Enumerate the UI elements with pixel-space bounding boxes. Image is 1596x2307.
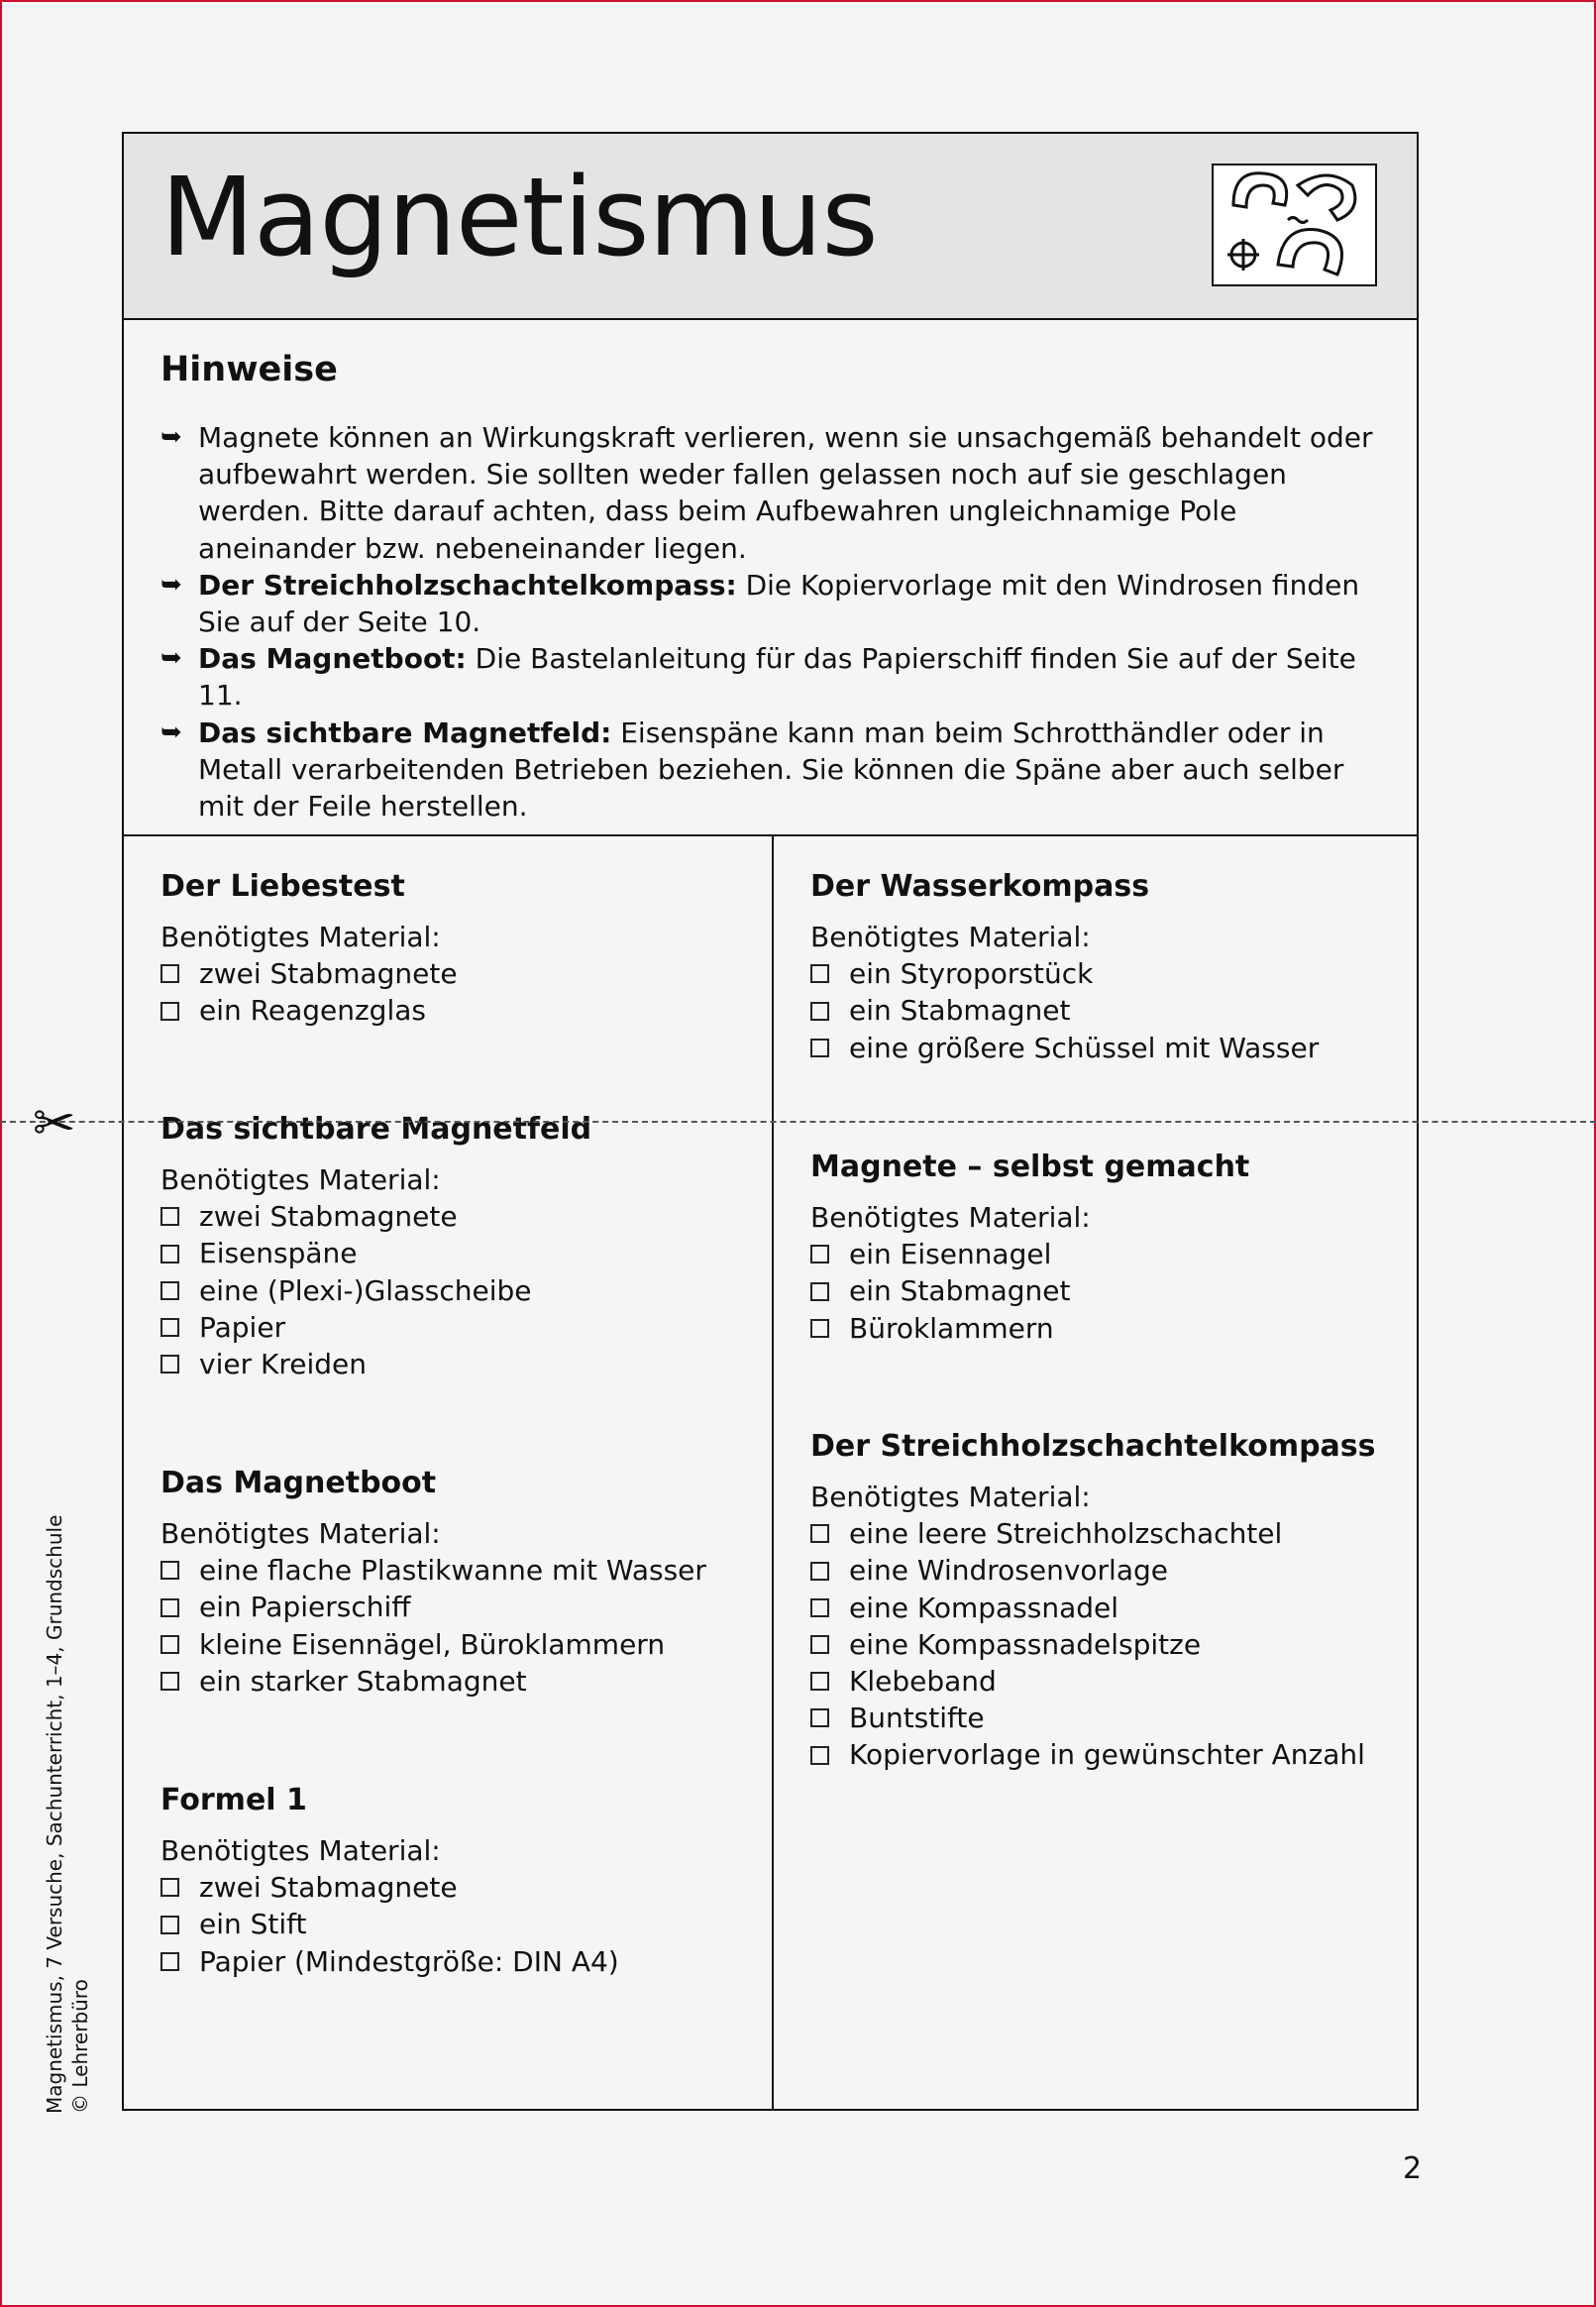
checkbox[interactable] xyxy=(810,1245,829,1263)
column-divider xyxy=(772,836,774,2111)
checkbox[interactable] xyxy=(810,1524,829,1543)
hint-item xyxy=(160,419,1389,567)
checkbox[interactable] xyxy=(810,1635,829,1654)
checkbox[interactable] xyxy=(810,1598,829,1617)
material-list xyxy=(810,1236,1249,1347)
material-item: Papier xyxy=(160,1309,591,1346)
material-item: eine (Plexi-)Glasscheibe xyxy=(160,1272,591,1309)
checkbox[interactable] xyxy=(160,1672,179,1691)
material-item: eine Kompassnadelspitze xyxy=(810,1626,1376,1663)
material-item: ein Styroporstück xyxy=(810,955,1319,992)
experiment-title: Der Streichholzschachtelkompass xyxy=(810,1429,1376,1464)
hints-section xyxy=(124,320,1417,836)
material-item: vier Kreiden xyxy=(160,1346,591,1382)
side-note xyxy=(42,1515,93,2114)
hints-heading: Hinweise xyxy=(160,350,338,389)
material-item: kleine Eisennägel, Büroklammern xyxy=(160,1626,706,1663)
checkbox[interactable] xyxy=(160,1916,179,1934)
page-number: 2 xyxy=(1403,2151,1423,2186)
hint-text: Die Bastelanleitung für das Papierschiff finden Sie auf der Seite 11. xyxy=(198,642,1356,713)
magnets-compass-icon xyxy=(1214,165,1375,284)
material-item: zwei Stabmagnete xyxy=(160,1869,619,1906)
experiment-magnete-selbst xyxy=(810,1146,1249,1347)
material-item: eine leere Streichholzschachtel xyxy=(810,1515,1376,1552)
material-item: ein Papierschiff xyxy=(160,1589,706,1625)
experiment-magnetboot xyxy=(160,1462,706,1700)
hint-text: Eisenspäne kann man beim Schrotthändler oder in Metall verarbeitenden Betrieben beziehen. Sie können die Späne aber auch selber mit der Feile herstellen. xyxy=(198,715,1344,824)
material-item: Eisenspäne xyxy=(160,1235,591,1271)
checkbox[interactable] xyxy=(160,1561,179,1580)
checkbox[interactable] xyxy=(160,1952,179,1971)
hint-text: Magnete können an Wirkungskraft verlieren, wenn sie unsachgemäß behandelt oder aufbewahrt werden. Sie sollten weder fallen gelassen noch auf sie geschlagen werden. Bitte darauf achten, dass beim Aufbewahren ungleichnamige Pole aneinander bzw. nebeneinander liegen. xyxy=(198,421,1373,565)
checkbox[interactable] xyxy=(810,1672,829,1691)
page-title: Magnetismus xyxy=(160,154,878,280)
checkbox[interactable] xyxy=(160,1878,179,1897)
material-item: ein Stabmagnet xyxy=(810,1272,1249,1309)
material-list xyxy=(810,955,1319,1066)
experiment-title: Formel 1 xyxy=(160,1783,307,1817)
material-item: ein Eisennagel xyxy=(810,1236,1249,1272)
material-item: Papier (Mindestgröße: DIN A4) xyxy=(160,1943,619,1980)
checkbox[interactable] xyxy=(160,1281,179,1300)
scissors-icon: ✂ xyxy=(33,1094,76,1154)
material-label: Benötigtes Material: xyxy=(810,1481,1091,1513)
hints-list xyxy=(160,419,1389,824)
checkbox[interactable] xyxy=(810,1562,829,1581)
material-label: Benötigtes Material: xyxy=(160,1834,441,1867)
title-header xyxy=(124,134,1417,320)
material-item: ein Stabmagnet xyxy=(810,992,1319,1029)
checkbox[interactable] xyxy=(160,1245,179,1263)
arrow-bullet-icon: ➥ xyxy=(160,716,182,747)
side-note-line2: © Lehrerbüro xyxy=(68,1979,92,2114)
material-list xyxy=(160,1552,706,1700)
checkbox[interactable] xyxy=(810,1746,829,1765)
material-item: zwei Stabmagnete xyxy=(160,955,458,992)
material-item: Kopiervorlage in gewünschter Anzahl xyxy=(810,1736,1376,1773)
experiment-formel1 xyxy=(160,1779,619,1980)
magnets-illustration xyxy=(1212,164,1377,286)
hint-bold: Das sichtbare Magnetfeld: xyxy=(198,715,612,749)
checkbox[interactable] xyxy=(160,1635,179,1654)
experiment-title: Das Magnetboot xyxy=(160,1466,437,1500)
checkbox[interactable] xyxy=(810,1002,829,1021)
material-item: zwei Stabmagnete xyxy=(160,1198,591,1235)
material-list xyxy=(160,1869,619,1980)
hint-item xyxy=(160,567,1389,640)
material-label: Benötigtes Material: xyxy=(160,1163,441,1196)
material-label: Benötigtes Material: xyxy=(810,1201,1091,1234)
material-label: Benötigtes Material: xyxy=(160,921,441,953)
material-item: ein Stift xyxy=(160,1906,619,1942)
hint-item xyxy=(160,714,1389,825)
cut-line xyxy=(0,1121,1596,1123)
material-item: Buntstifte xyxy=(810,1700,1376,1736)
checkbox[interactable] xyxy=(810,1282,829,1301)
material-list xyxy=(160,1198,591,1382)
hint-text: Die Kopiervorlage mit den Windrosen finden Sie auf der Seite 10. xyxy=(198,568,1360,639)
experiment-title: Der Wasserkompass xyxy=(810,869,1150,904)
material-label: Benötigtes Material: xyxy=(160,1517,441,1550)
material-item: eine flache Plastikwanne mit Wasser xyxy=(160,1552,706,1589)
side-note-line1: Magnetismus, 7 Versuche, Sachunterricht, 1–4, Grundschule xyxy=(43,1514,66,2114)
hint-bold: Der Streichholzschachtelkompass: xyxy=(198,568,737,602)
material-item: Klebeband xyxy=(810,1663,1376,1700)
checkbox[interactable] xyxy=(810,964,829,983)
arrow-bullet-icon: ➥ xyxy=(160,643,182,674)
checkbox[interactable] xyxy=(160,1355,179,1373)
checkbox[interactable] xyxy=(810,1708,829,1727)
checkbox[interactable] xyxy=(160,1207,179,1226)
material-list xyxy=(160,955,458,1029)
experiment-streichholzkompass xyxy=(810,1425,1376,1774)
material-item: eine Kompassnadel xyxy=(810,1590,1376,1626)
material-item: ein starker Stabmagnet xyxy=(160,1663,706,1700)
experiment-title: Das sichtbare Magnetfeld xyxy=(160,1112,592,1147)
checkbox[interactable] xyxy=(810,1319,829,1338)
material-item: eine größere Schüssel mit Wasser xyxy=(810,1030,1319,1066)
experiment-magnetfeld xyxy=(160,1108,591,1382)
experiment-liebestest xyxy=(160,865,458,1030)
arrow-bullet-icon: ➥ xyxy=(160,569,182,600)
arrow-bullet-icon: ➥ xyxy=(160,422,182,452)
material-list xyxy=(810,1515,1376,1773)
hint-bold: Das Magnetboot: xyxy=(198,642,467,676)
checkbox[interactable] xyxy=(160,1318,179,1337)
experiment-wasserkompass xyxy=(810,865,1319,1066)
experiment-title: Der Liebestest xyxy=(160,869,405,904)
checkbox[interactable] xyxy=(160,964,179,983)
experiment-title: Magnete – selbst gemacht xyxy=(810,1150,1250,1184)
checkbox[interactable] xyxy=(160,1002,179,1021)
checkbox[interactable] xyxy=(810,1039,829,1057)
material-item: Büroklammern xyxy=(810,1310,1249,1347)
material-label: Benötigtes Material: xyxy=(810,921,1091,953)
hint-item xyxy=(160,640,1389,714)
checkbox[interactable] xyxy=(160,1598,179,1617)
material-item: eine Windrosenvorlage xyxy=(810,1552,1376,1589)
material-item: ein Reagenzglas xyxy=(160,992,458,1029)
